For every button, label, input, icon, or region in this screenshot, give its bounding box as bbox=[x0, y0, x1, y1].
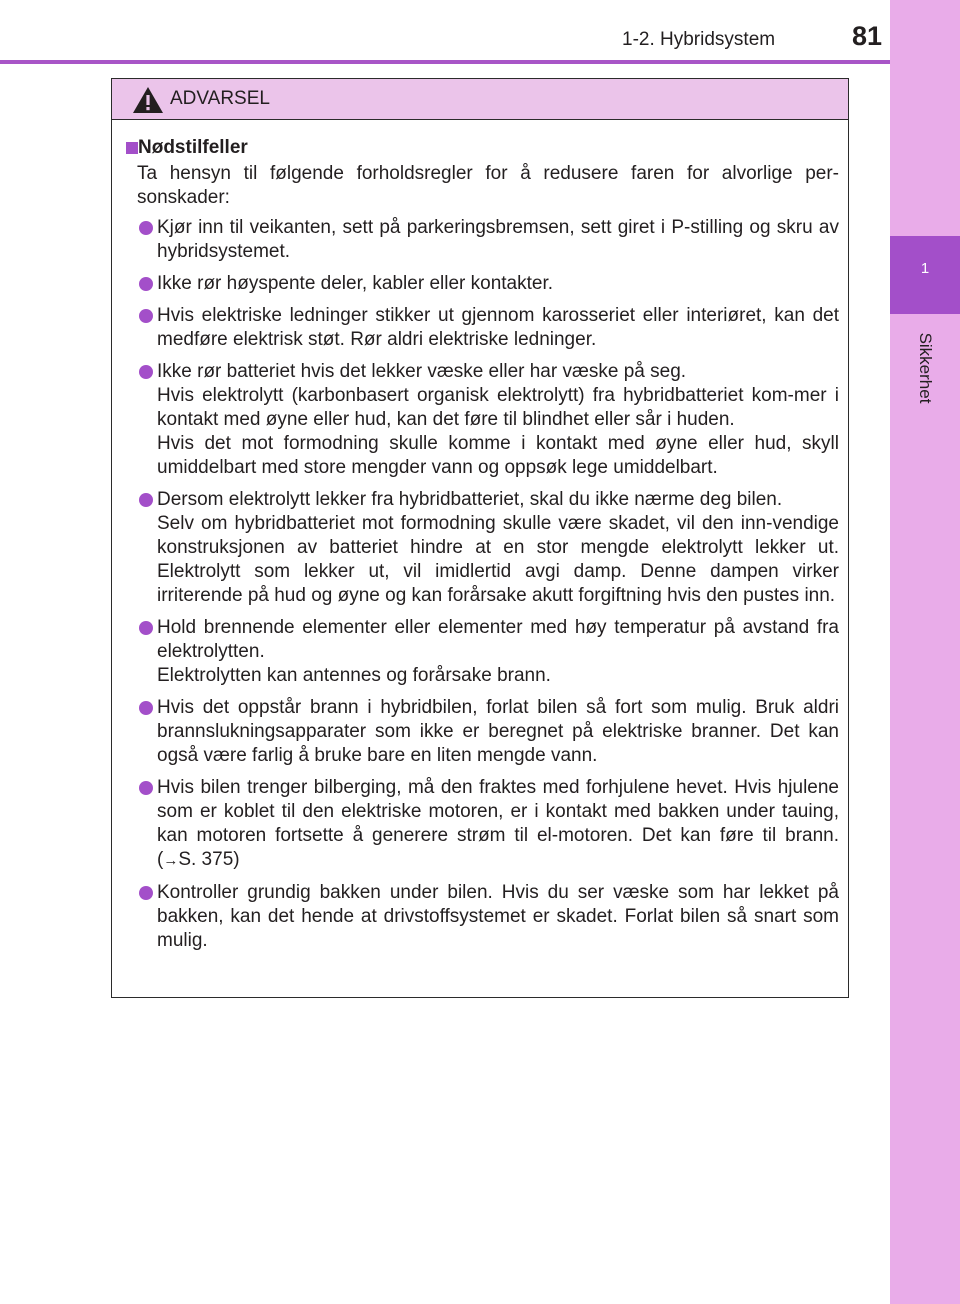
intro-text: Ta hensyn til følgende forholdsregler for å redusere faren for alvorlige per-sonskader: bbox=[137, 163, 839, 208]
header-divider bbox=[0, 60, 890, 64]
list-item bbox=[123, 360, 839, 480]
page-number: 81 bbox=[851, 21, 882, 51]
item-text: Hvis det oppstår brann i hybridbilen, forlat bilen så fort som mulig. Bruk aldri brannslukningsapparater som ikke er beregnet på elektriske branner. Det kan også være farlig å bruke bare en liten mengde vann. bbox=[157, 697, 839, 766]
bullet-icon bbox=[139, 277, 153, 291]
item-text: Kontroller grundig bakken under bilen. Hvis du ser væske som har lekket på bakken, kan det hende at drivstoffsystemet er skadet. Forlat bilen så snart som mulig. bbox=[157, 882, 839, 951]
item-text: Hvis elektrolytt (karbonbasert organisk elektrolytt) fra hybridbatteriet kom-mer i kontakt med øyne eller hud, kan det føre til blindhet eller sår i huden. bbox=[157, 385, 839, 430]
bullet-icon bbox=[139, 309, 153, 323]
square-bullet-icon bbox=[126, 142, 138, 154]
bullet-icon bbox=[139, 221, 153, 235]
list-item bbox=[123, 616, 839, 688]
section-heading bbox=[123, 136, 839, 160]
item-text: Ikke rør batteriet hvis det lekker væske eller har væske på seg. bbox=[157, 361, 687, 382]
chapter-side-bar bbox=[890, 0, 960, 1304]
item-text: Selv om hybridbatteriet mot formodning skulle være skadet, vil den inn-vendige konstruksjonen av batteriet hindre at en stor mengde elektrolytt lekker ut. Elektrolytt som lekker ut, vil imidlertid avgi damp. Denne dampen virker irriterende på hud og øyne og kan forårsake akutt forgiftning hvis den pustes inn. bbox=[157, 513, 839, 606]
list-item bbox=[123, 216, 839, 264]
section-title: 1-2. Hybridsystem bbox=[622, 29, 776, 50]
list-item bbox=[123, 304, 839, 352]
item-text: Ikke rør høyspente deler, kabler eller kontakter. bbox=[157, 273, 554, 294]
chapter-number: 1 bbox=[920, 260, 930, 277]
list-item bbox=[123, 776, 839, 873]
list-item bbox=[123, 696, 839, 768]
bullet-icon bbox=[139, 365, 153, 379]
chapter-label: Sikkerhet bbox=[916, 332, 935, 404]
bullet-icon bbox=[139, 493, 153, 507]
bullet-icon bbox=[139, 701, 153, 715]
item-text: Kjør inn til veikanten, sett på parkeringsbremsen, sett giret i P-stilling og skru av hybridsystemet. bbox=[157, 217, 839, 262]
page-reference-link[interactable]: S. 375) bbox=[178, 849, 240, 870]
warning-label: ADVARSEL bbox=[170, 88, 270, 109]
item-text: Hvis det mot formodning skulle komme i kontakt med øyne eller hud, skyll umiddelbart med store mengder vann og oppsøk lege umiddelbart. bbox=[157, 433, 839, 478]
list-item bbox=[123, 272, 839, 296]
list-item bbox=[123, 881, 839, 953]
reference-arrow-icon: → bbox=[163, 852, 179, 869]
warning-header bbox=[112, 79, 848, 120]
warning-body bbox=[112, 120, 848, 953]
item-text bbox=[157, 776, 839, 873]
item-text: Dersom elektrolytt lekker fra hybridbatteriet, skal du ikke nærme deg bilen. bbox=[157, 489, 783, 510]
heading-text: Nødstilfeller bbox=[138, 137, 248, 158]
bullet-icon bbox=[139, 781, 153, 795]
item-text-main: Hvis bilen trenger bilberging, må den fraktes med forhjulene hevet. Hvis hjulene som er koblet til den elektriske motoren, er i kontakt med bakken under tauing, kan motoren fortsette å generere strøm til el-motoren. Det kan føre til brann. ( bbox=[157, 777, 839, 870]
warning-box bbox=[111, 78, 849, 998]
item-text: Hold brennende elementer eller elementer med høy temperatur på avstand fra elektrolytten. bbox=[157, 617, 839, 662]
list-item bbox=[123, 488, 839, 608]
warning-triangle-icon bbox=[132, 86, 164, 114]
bullet-icon bbox=[139, 886, 153, 900]
item-text: Hvis elektriske ledninger stikker ut gjennom karosseriet eller interiøret, kan det medføre elektrisk støt. Rør aldri elektriske ledninger. bbox=[157, 305, 839, 350]
item-text: Elektrolytten kan antennes og forårsake brann. bbox=[157, 665, 551, 686]
bullet-icon bbox=[139, 621, 153, 635]
